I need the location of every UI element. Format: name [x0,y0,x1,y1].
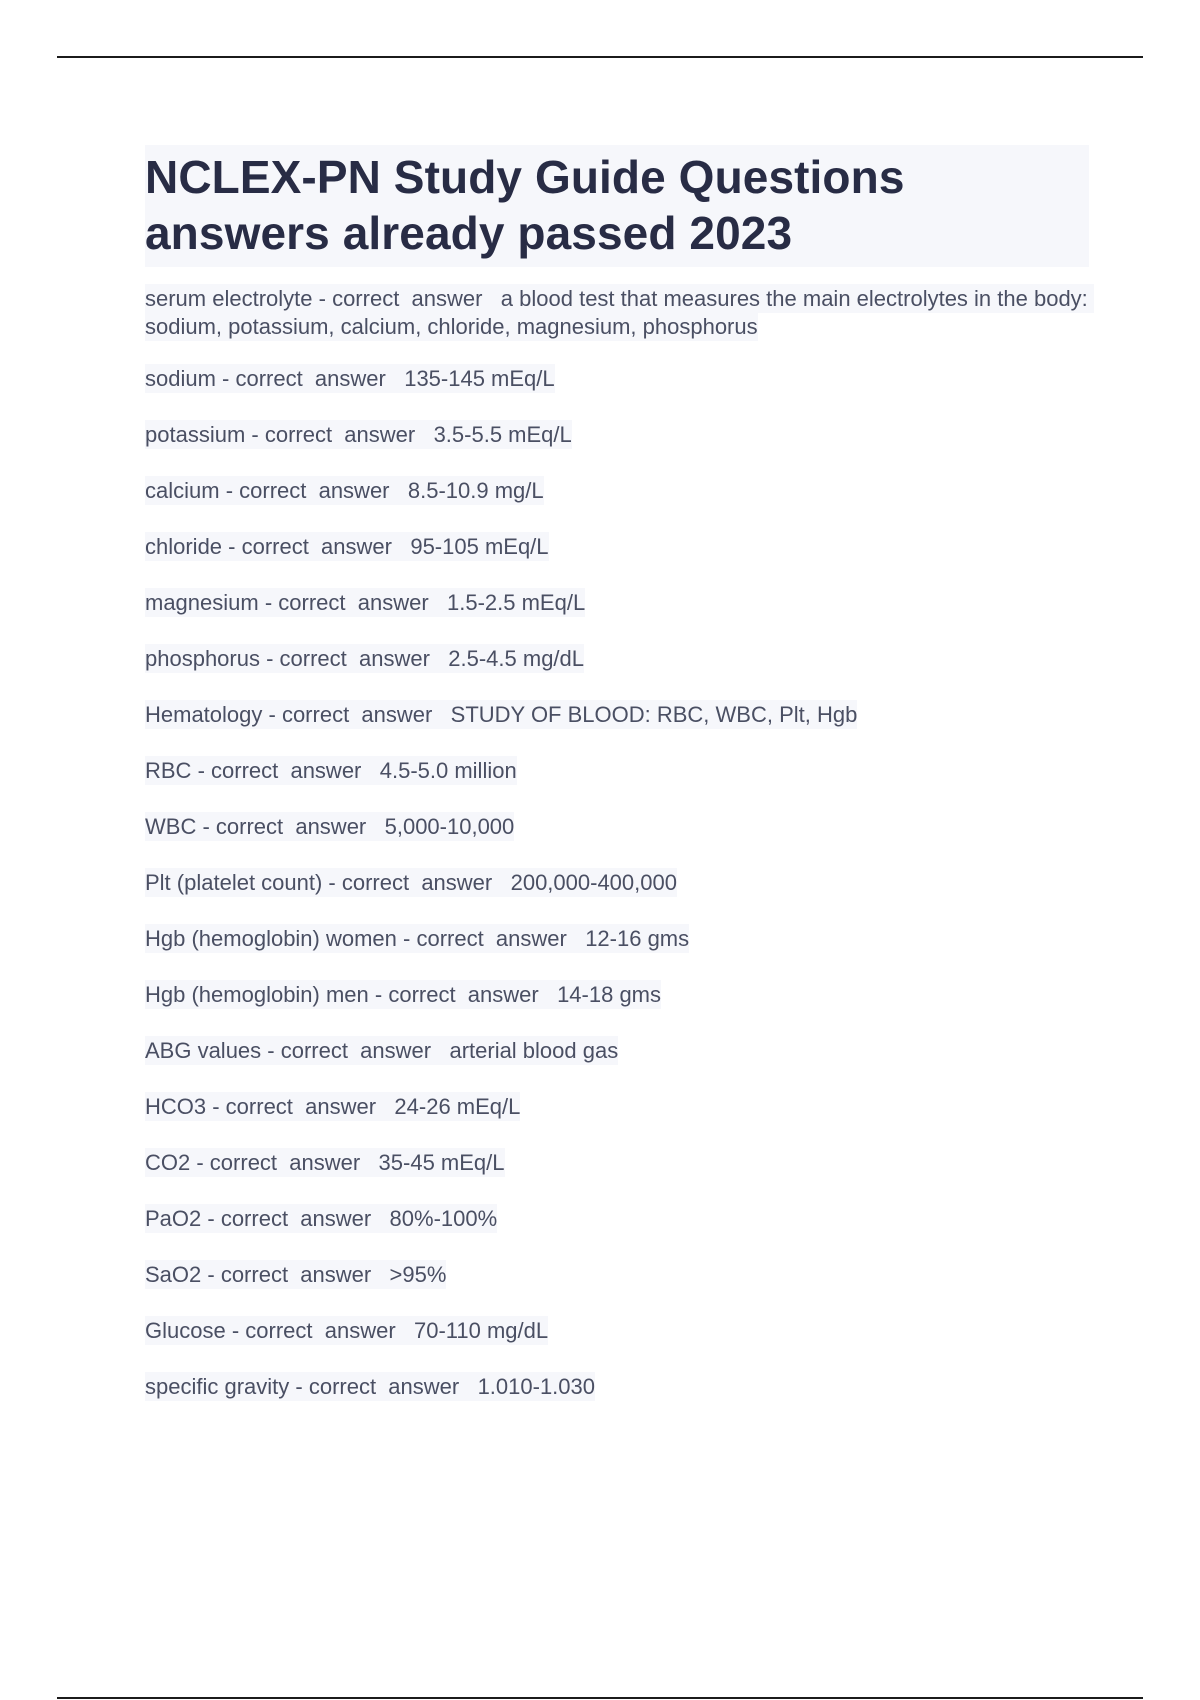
qa-term: HCO3 [145,1094,207,1119]
qa-answer: 2.5-4.5 mg/dL [448,646,585,671]
qa-entry-text [145,284,1094,341]
qa-answer: arterial blood gas [449,1038,619,1063]
qa-separator: - correct answer [190,1150,379,1175]
qa-entry-text [145,924,689,953]
qa-separator: - correct answer [245,422,434,447]
qa-answer: >95% [389,1262,447,1287]
qa-term: RBC [145,758,192,783]
qa-entry-text [145,812,514,841]
qa-term: chloride [145,534,223,559]
qa-entry [145,365,1089,421]
qa-entry [145,645,1089,701]
qa-term: Hgb (hemoglobin) men [145,982,369,1007]
qa-separator: - correct answer [396,926,586,951]
qa-entry [145,1205,1089,1261]
bottom-rule [57,1697,1143,1699]
qa-entry [145,477,1089,533]
qa-separator: - correct answer [215,366,405,391]
page-title [145,149,1089,261]
qa-term: WBC [145,814,197,839]
qa-term: SaO2 [145,1262,202,1287]
qa-term: phosphorus [145,646,260,671]
qa-term: Plt (platelet count) [145,870,323,895]
qa-entry [145,533,1089,589]
qa-answer: 4.5-5.0 million [379,758,517,783]
qa-separator: - correct answer [201,1262,390,1287]
qa-separator: - correct answer [368,982,558,1007]
qa-entry-text [145,644,584,673]
qa-separator: - correct answer [206,1094,395,1119]
qa-entry-text [145,700,857,729]
qa-separator: - correct answer [322,870,511,895]
qa-entry-text [145,1260,446,1289]
qa-answer: a blood test that measures the main electrolytes in the body: sodium, potassium, calcium, chloride, magnesium, phosphorus [145,286,1094,339]
qa-answer: STUDY OF BLOOD: RBC, WBC, Plt, Hgb [450,702,858,727]
qa-entry [145,981,1089,1037]
qa-answer: 135-145 mEq/L [404,366,555,391]
qa-entry [145,421,1089,477]
qa-answer: 80%-100% [389,1206,498,1231]
document-body [145,145,1094,1429]
qa-term: ABG values [145,1038,262,1063]
qa-entry [145,813,1089,869]
qa-entry-text [145,532,549,561]
qa-entry [145,869,1089,925]
qa-term: Hgb (hemoglobin) women [145,926,397,951]
qa-term: potassium [145,422,246,447]
qa-entry-text [145,1316,548,1345]
qa-separator: - correct answer [259,646,449,671]
qa-separator: - correct answer [258,590,447,615]
qa-entry-text [145,1204,497,1233]
qa-term: calcium [145,478,220,503]
qa-entry-text [145,868,677,897]
qa-answer: 35-45 mEq/L [378,1150,505,1175]
qa-entry [145,1373,1089,1429]
qa-entry-text [145,476,544,505]
qa-term: serum electrolyte [145,286,313,311]
qa-entry [145,701,1089,757]
qa-entry-text [145,1148,505,1177]
qa-separator: - correct answer [261,1038,450,1063]
qa-entry [145,1037,1089,1093]
qa-entry [145,285,1094,365]
qa-separator: - correct answer [196,814,385,839]
qa-entry-text [145,1092,520,1121]
qa-entry [145,1149,1089,1205]
qa-entry [145,925,1089,981]
qa-answer: 95-105 mEq/L [410,534,549,559]
qa-entry [145,1093,1089,1149]
qa-separator: - correct answer [219,478,408,503]
qa-answer: 14-18 gms [557,982,662,1007]
qa-list [145,285,1094,1429]
qa-separator: - correct answer [262,702,451,727]
qa-term: sodium [145,366,216,391]
qa-entry-text [145,364,555,393]
qa-answer: 3.5-5.5 mEq/L [433,422,572,447]
qa-term: Hematology [145,702,263,727]
qa-term: Glucose [145,1318,226,1343]
qa-entry-text [145,980,661,1009]
qa-answer: 24-26 mEq/L [394,1094,521,1119]
qa-answer: 8.5-10.9 mg/L [407,478,544,503]
qa-answer: 70-110 mg/dL [414,1318,549,1343]
title-line-2: answers already passed 2023 [145,207,793,259]
title-block [145,145,1089,267]
qa-separator: - correct answer [222,534,411,559]
qa-entry-text [145,420,572,449]
qa-term: PaO2 [145,1206,202,1231]
qa-answer: 1.5-2.5 mEq/L [447,590,586,615]
qa-separator: - correct answer [201,1206,390,1231]
qa-term: specific gravity [145,1374,290,1399]
qa-answer: 200,000-400,000 [510,870,677,895]
qa-separator: - correct answer [312,286,501,311]
top-rule [57,56,1143,58]
qa-entry-text [145,1372,595,1401]
qa-term: CO2 [145,1150,191,1175]
title-line-1: NCLEX-PN Study Guide Questions [145,151,905,203]
qa-separator: - correct answer [225,1318,414,1343]
qa-term: magnesium [145,590,259,615]
qa-answer: 5,000-10,000 [384,814,515,839]
qa-entry [145,1261,1089,1317]
qa-entry [145,757,1089,813]
qa-entry [145,1317,1089,1373]
qa-entry-text [145,1036,618,1065]
qa-entry-text [145,588,585,617]
qa-separator: - correct answer [289,1374,478,1399]
qa-answer: 1.010-1.030 [477,1374,595,1399]
qa-separator: - correct answer [191,758,380,783]
qa-entry-text [145,756,517,785]
qa-answer: 12-16 gms [585,926,690,951]
qa-entry [145,589,1089,645]
